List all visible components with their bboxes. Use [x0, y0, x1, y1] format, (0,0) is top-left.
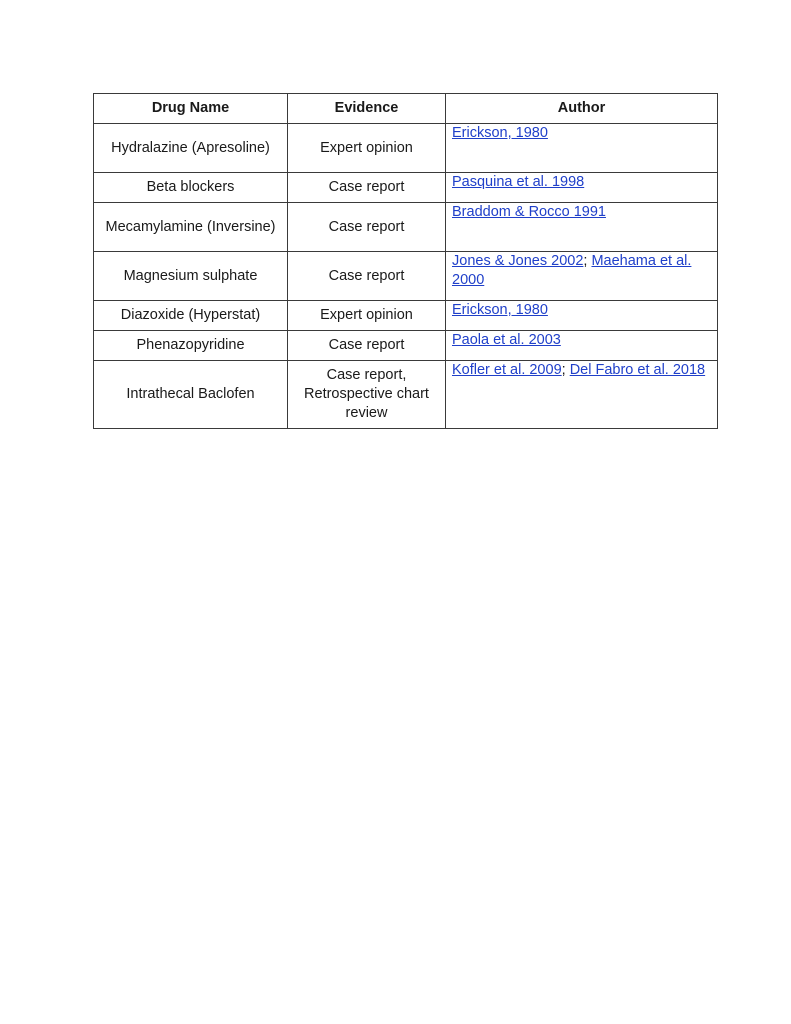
reference-link[interactable]: Paola et al. 2003 [452, 332, 561, 348]
header-author: Author [446, 94, 718, 124]
reference-link[interactable]: Pasquina et al. 1998 [452, 174, 585, 190]
reference-separator: ; [583, 253, 592, 269]
evidence-cell: Case report [288, 252, 446, 301]
reference-link[interactable]: Jones & Jones 2002 [452, 253, 584, 269]
author-cell [446, 331, 718, 361]
drug-name-cell: Diazoxide (Hyperstat) [94, 301, 288, 331]
author-cell [446, 361, 718, 429]
header-evidence: Evidence [288, 94, 446, 124]
author-cell [446, 203, 718, 252]
reference-link[interactable]: Erickson, 1980 [452, 302, 548, 318]
reference-link[interactable]: Erickson, 1980 [452, 125, 548, 141]
evidence-cell: Case report [288, 203, 446, 252]
author-cell [446, 124, 718, 173]
reference-link[interactable]: Maehama et al. 2000 [452, 253, 692, 288]
drug-name-cell: Magnesium sulphate [94, 252, 288, 301]
table-row [94, 173, 718, 203]
reference-link[interactable]: Kofler et al. 2009 [452, 362, 562, 378]
table-row [94, 124, 718, 173]
table-row [94, 203, 718, 252]
evidence-cell: Case report, Retrospective chart review [288, 361, 446, 429]
drug-name-cell: Phenazopyridine [94, 331, 288, 361]
reference-separator: ; [561, 362, 570, 378]
table-row [94, 361, 718, 429]
drug-evidence-table [93, 93, 718, 429]
reference-link[interactable]: Braddom & Rocco 1991 [452, 204, 606, 220]
author-cell [446, 173, 718, 203]
evidence-cell: Expert opinion [288, 301, 446, 331]
drug-name-cell: Mecamylamine (Inversine) [94, 203, 288, 252]
reference-link[interactable]: Del Fabro et al. 2018 [569, 362, 706, 378]
evidence-cell: Case report [288, 173, 446, 203]
table-row [94, 252, 718, 301]
drug-name-cell: Hydralazine (Apresoline) [94, 124, 288, 173]
drug-name-cell: Intrathecal Baclofen [94, 361, 288, 429]
evidence-cell: Expert opinion [288, 124, 446, 173]
evidence-cell: Case report [288, 331, 446, 361]
table-row [94, 301, 718, 331]
drug-name-cell: Beta blockers [94, 173, 288, 203]
header-drug-name: Drug Name [94, 94, 288, 124]
table-header-row [94, 94, 718, 124]
table-row [94, 331, 718, 361]
author-cell [446, 301, 718, 331]
author-cell [446, 252, 718, 301]
